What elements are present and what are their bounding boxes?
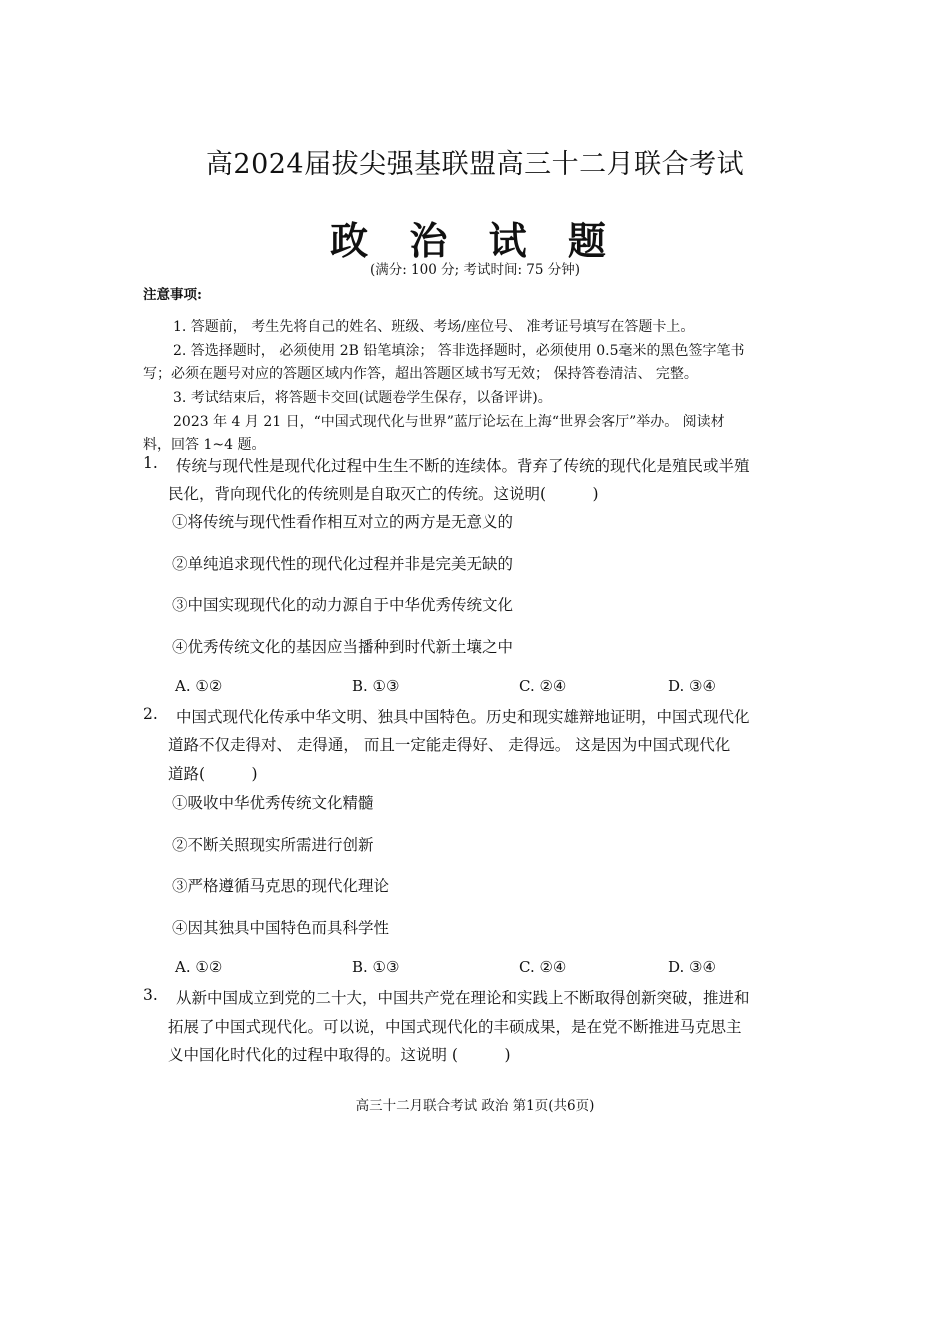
page-footer: 高三十二月联合考试 政治 第1页(共6页) [355, 1098, 595, 1114]
answer-choice-d: D. ③④ [668, 958, 716, 976]
answer-choice-a: A. ①② [175, 958, 223, 976]
question-stem: 义中国化时代化的过程中取得的。这说明 ( ) [168, 1046, 511, 1064]
answer-choice-d: D. ③④ [668, 677, 716, 695]
question-number: 3. [143, 986, 158, 1004]
material-intro-cont: 料，回答 1~4 题。 [143, 437, 266, 453]
statement-option: ③中国实现现代化的动力源自于中华优秀传统文化 [172, 596, 514, 614]
statement-option: ④优秀传统文化的基因应当播种到时代新土壤之中 [172, 638, 514, 656]
answer-choice-a: A. ①② [175, 677, 223, 695]
answer-choice-c: C. ②④ [519, 958, 567, 976]
answer-choice-b: B. ①③ [352, 958, 400, 976]
answer-choice-c: C. ②④ [519, 677, 567, 695]
question-stem: 道路不仅走得对、 走得通， 而且一定能走得好、 走得远。 这是因为中国式现代化 [168, 736, 731, 754]
statement-option: ③严格遵循马克思的现代化理论 [172, 877, 390, 895]
subject-title: 政 治 试 题 [330, 218, 620, 263]
statement-option: ①将传统与现代性看作相互对立的两方是无意义的 [172, 513, 514, 531]
answer-choice-b: B. ①③ [352, 677, 400, 695]
question-stem: 拓展了中国式现代化。可以说，中国式现代化的丰硕成果，是在党不断推进马克思主 [168, 1018, 742, 1036]
notice-line-1: 1. 答题前， 考生先将自己的姓名、班级、考场/座位号、 准考证号填写在答题卡上。 [173, 319, 695, 335]
notice-heading: 注意事项: [143, 287, 202, 303]
question-stem: 传统与现代性是现代化过程中生生不断的连续体。背弃了传统的现代化是殖民或半殖 [176, 457, 750, 475]
material-intro: 2023 年 4 月 21 日，“中国式现代化与世界”蓝厅论坛在上海“世界会客厅”举办。 阅读材 [173, 414, 725, 430]
notice-line-2-cont: 写；必须在题号对应的答题区域内作答，超出答题区域书写无效； 保持答卷清洁、 完整。 [143, 366, 698, 382]
question-stem: 中国式现代化传承中华文明、独具中国特色。历史和现实雄辩地证明，中国式现代化 [176, 708, 750, 726]
statement-option: ②单纯追求现代性的现代化过程并非是完美无缺的 [172, 555, 514, 573]
question-number: 1. [143, 454, 158, 472]
question-stem: 道路( ) [168, 765, 258, 783]
question-stem: 民化，背向现代化的传统则是自取灭亡的传统。这说明( ) [168, 485, 599, 503]
exam-title: 高2024届拔尖强基联盟高三十二月联合考试 [205, 149, 745, 180]
statement-option: ①吸收中华优秀传统文化精髓 [172, 794, 374, 812]
question-stem: 从新中国成立到党的二十大，中国共产党在理论和实践上不断取得创新突破，推进和 [176, 989, 750, 1007]
statement-option: ②不断关照现实所需进行创新 [172, 836, 374, 854]
notice-line-3: 3. 考试结束后，将答题卡交回(试题卷学生保存，以备评讲)。 [173, 390, 552, 406]
score-info: (满分: 100 分; 考试时间: 75 分钟) [369, 262, 581, 278]
notice-line-2: 2. 答选择题时， 必须使用 2B 铅笔填涂； 答非选择题时，必须使用 0.5毫米的黑色签字笔书 [173, 343, 745, 359]
question-number: 2. [143, 705, 158, 723]
statement-option: ④因其独具中国特色而具科学性 [172, 919, 390, 937]
